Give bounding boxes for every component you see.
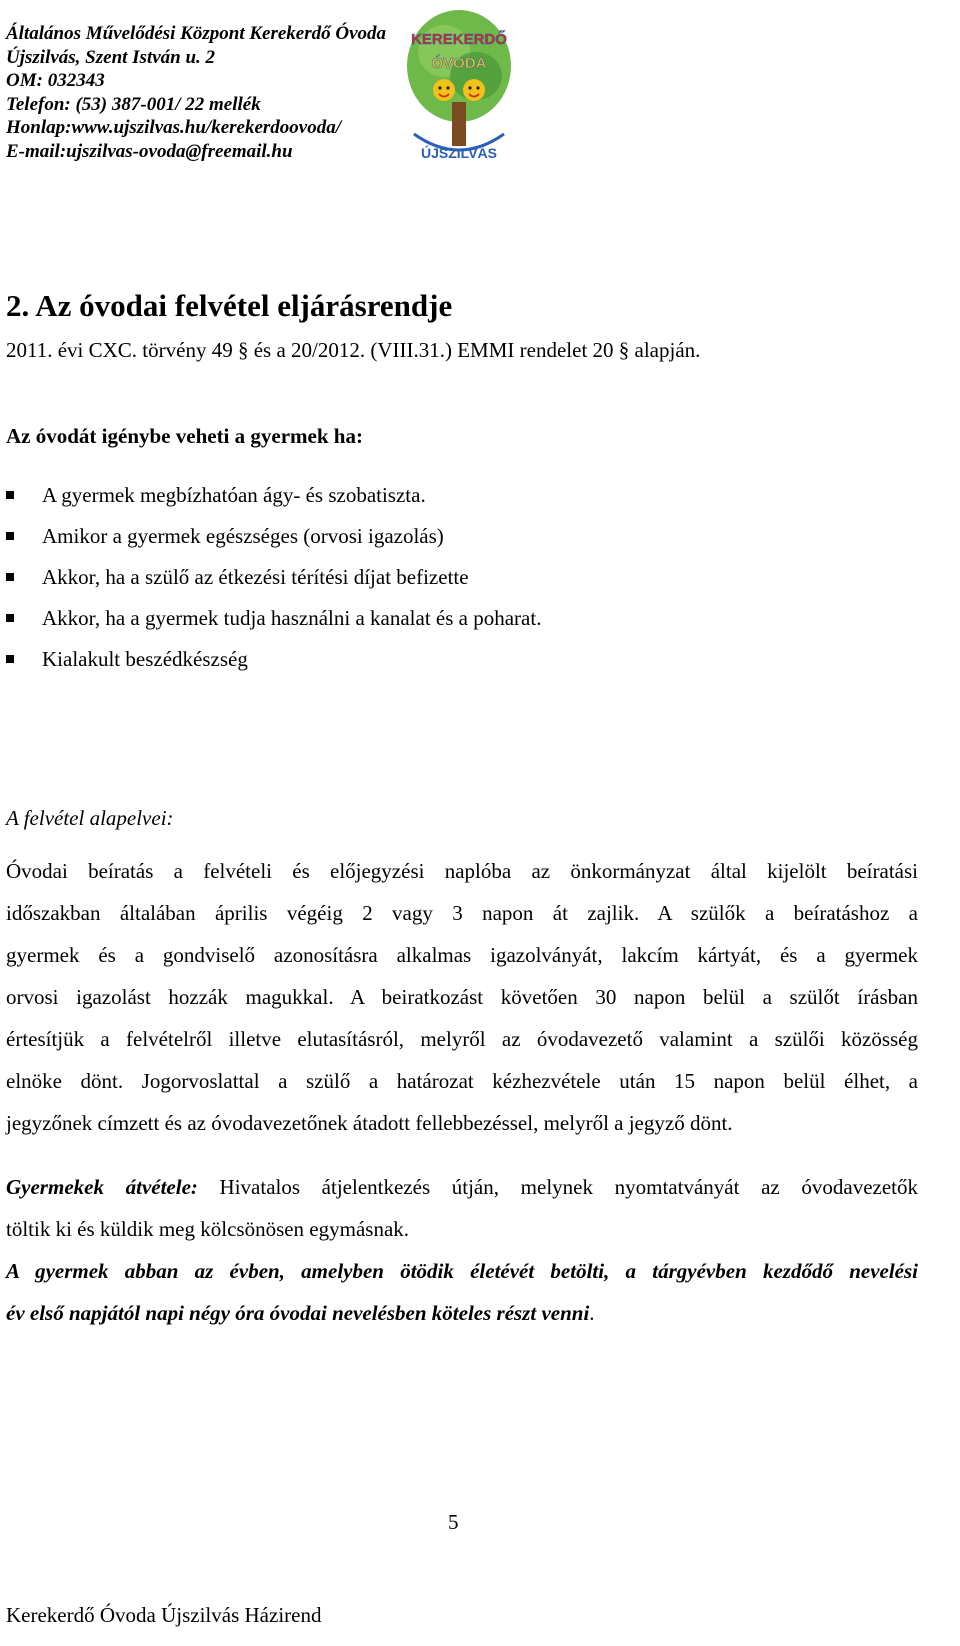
transfer-label: Gyermekek átvétele: bbox=[6, 1175, 198, 1199]
legal-basis: 2011. évi CXC. törvény 49 § és a 20/2012. (VIII.31.) EMMI rendelet 20 § alapján. bbox=[6, 338, 701, 362]
logo-bottom-text: ÚJSZILVÁS bbox=[421, 145, 497, 161]
header-line: E-mail:ujszilvas-ovoda@freemail.hu bbox=[6, 140, 293, 162]
paragraph-line bbox=[6, 1292, 918, 1334]
paragraph-line: gyermek és a gondviselő azonosításra alkalmas igazolványát, lakcím kártyát, és a gyermek bbox=[6, 943, 918, 967]
section-title: 2. Az óvodai felvétel eljárásrendje bbox=[6, 288, 453, 323]
obligation-paragraph bbox=[6, 1250, 918, 1334]
header-line: Telefon: (53) 387-001/ 22 mellék bbox=[6, 93, 261, 115]
paragraph-line: töltik ki és küldik meg kölcsönösen egymásnak. bbox=[6, 1217, 410, 1241]
face-left-icon bbox=[433, 79, 455, 101]
obligation-period: . bbox=[589, 1301, 595, 1325]
institution-header bbox=[6, 22, 406, 163]
tree-trunk-shape bbox=[452, 102, 466, 146]
paragraph-line: Óvodai beíratás a felvételi és előjegyzési naplóba az önkormányzat által kijelölt beíratási bbox=[6, 859, 918, 883]
square-bullet-icon bbox=[6, 614, 14, 622]
square-bullet-icon bbox=[6, 532, 14, 540]
square-bullet-icon bbox=[6, 491, 14, 499]
list-item-text: Amikor a gyermek egészséges (orvosi igazolás) bbox=[42, 524, 444, 548]
list-item-text: A gyermek megbízhatóan ágy- és szobatiszta. bbox=[42, 483, 426, 507]
list-item-text: Akkor, ha a gyermek tudja használni a kanalat és a poharat. bbox=[42, 606, 542, 630]
logo-mid-text: ÓVODA bbox=[431, 55, 487, 72]
footer-text: Kerekerdő Óvoda Újszilvás Házirend bbox=[6, 1603, 322, 1627]
transfer-text: Hivatalos átjelentkezés útján, melynek nyomtatványát az óvodavezetők bbox=[197, 1175, 918, 1199]
kindergarten-logo bbox=[404, 6, 514, 170]
paragraph-line bbox=[6, 1166, 918, 1208]
principles-heading: A felvétel alapelvei: bbox=[6, 806, 174, 830]
logo-top-text: KEREKERDŐ bbox=[411, 31, 507, 48]
square-bullet-icon bbox=[6, 655, 14, 663]
page-number: 5 bbox=[448, 1510, 459, 1534]
paragraph-line: elnöke dönt. Jogorvoslattal a szülő a határozat kézhezvétele után 15 napon belül élhet, a bbox=[6, 1069, 918, 1093]
paragraph-line: jegyzőnek címzett és az óvodavezetőnek átadott fellebbezéssel, melyről a jegyző dönt. bbox=[6, 1111, 733, 1135]
square-bullet-icon bbox=[6, 573, 14, 581]
list-item-text: Akkor, ha a szülő az étkezési térítési díjat befizette bbox=[42, 565, 469, 589]
paragraph-line: értesítjük a felvételről illetve elutasításról, melyről az óvodavezető valamint a szülői közösség bbox=[6, 1027, 918, 1051]
header-line: Általános Művelődési Központ Kerekerdő Óvoda bbox=[6, 23, 387, 44]
paragraph-line: időszakban általában április végéig 2 vagy 3 napon át zajlik. A szülők a beíratáshoz a bbox=[6, 901, 918, 925]
paragraph-line: orvosi igazolást hozzák magukkal. A beiratkozást követően 30 napon belül a szülőt írásban bbox=[6, 985, 918, 1009]
face-right-icon bbox=[463, 79, 485, 101]
header-line: OM: 032343 bbox=[6, 70, 105, 91]
header-line: Honlap:www.ujszilvas.hu/kerekerdoovoda/ bbox=[6, 117, 341, 138]
principles-paragraph bbox=[6, 850, 918, 1144]
list-item-text: Kialakult beszédkészség bbox=[42, 647, 248, 671]
paragraph-line: A gyermek abban az évben, amelyben ötödik életévét betölti, a tárgyévben kezdődő nevelési bbox=[6, 1259, 918, 1283]
header-line: Újszilvás, Szent István u. 2 bbox=[6, 46, 216, 68]
obligation-text: év első napjától napi négy óra óvodai nevelésben köteles részt venni bbox=[6, 1301, 590, 1325]
transfer-paragraph bbox=[6, 1166, 918, 1250]
eligibility-heading: Az óvodát igénybe veheti a gyermek ha: bbox=[6, 424, 363, 448]
